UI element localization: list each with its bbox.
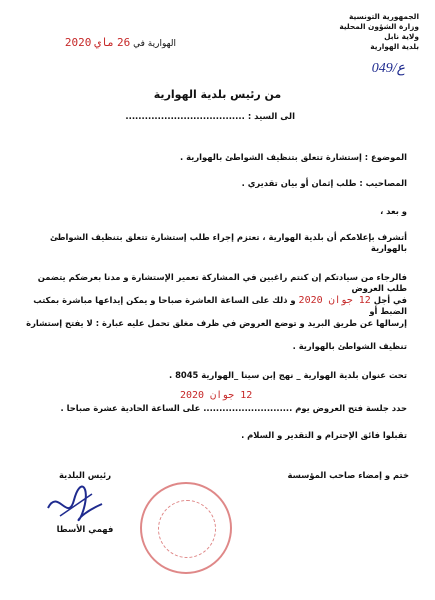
paragraph-2-line-4: تنظيف الشواطئ بالهوارية . bbox=[292, 341, 407, 351]
paragraph-1: أتشرف بإعلامكم أن بلدية الهوارية ، تعتزم إجراء طلب إستشارة تتعلق بتنظيف الشواطئ بالهوارية bbox=[49, 232, 407, 253]
company-signature-label: ختم و إمضاء صاحب المؤسسة bbox=[287, 470, 409, 480]
addressee bbox=[125, 112, 295, 122]
signature-icon bbox=[40, 478, 110, 528]
letterhead-line: ولاية نابل bbox=[384, 32, 419, 41]
date-place: الهوارية في bbox=[133, 39, 176, 49]
official-stamp-icon bbox=[140, 482, 232, 574]
date-line bbox=[26, 36, 176, 49]
letterhead-line: الجمهورية التونسية bbox=[349, 12, 419, 21]
addressee-dots: ..................................... bbox=[125, 112, 245, 122]
letterhead bbox=[279, 12, 419, 52]
opening-date: 12 جوان 2020 bbox=[180, 390, 253, 401]
addressee-label: الى السيد : bbox=[247, 112, 295, 122]
deadline-prefix: في أجل bbox=[373, 295, 407, 305]
attachments: المصاحيب : طلب إثمان أو بيان تقديري . bbox=[241, 178, 407, 188]
opening-session: حدد جلسة فتح العروض يوم ............................ على الساعة الحادية عشرة صباحا . bbox=[60, 403, 407, 413]
date-month: ماي bbox=[94, 36, 115, 49]
mayor-name: فهمي الأسطا bbox=[56, 524, 114, 534]
closing: تقبلوا فائق الإحترام و التقدير و السلام . bbox=[241, 430, 407, 440]
mayor-title: رئيس البلدية bbox=[58, 470, 112, 480]
paragraph-2-line-3: إرسالها عن طريق البريد و توضع العروض في ظرف مغلق تحمل عليه عبارة : لا يفتح إستشارة bbox=[26, 318, 407, 328]
deadline-date: 12 جوان 2020 bbox=[298, 295, 371, 306]
reference-number: ع/049 bbox=[371, 61, 405, 76]
deadline-suffix: و ذلك على الساعة العاشرة صباحا و يمكن إيداعها مباشرة بمكتب الضبط أو bbox=[33, 295, 407, 316]
letterhead-line: وزارة الشؤون المحلية bbox=[339, 22, 419, 31]
subject: الموضوع : إستشارة تتعلق بتنظيف الشواطئ بالهوارية . bbox=[180, 152, 407, 162]
greeting: و بعد ، bbox=[380, 206, 407, 216]
paragraph-2-line-2 bbox=[22, 295, 407, 317]
address: تحت عنوان بلدية الهوارية _ نهج إبن سينا _الهوارية 8045 . bbox=[168, 370, 407, 380]
letter-title: من رئيس بلدية الهوارية bbox=[153, 88, 282, 101]
letterhead-line: بلدية الهوارية bbox=[370, 42, 419, 51]
date-year: 2020 bbox=[64, 36, 92, 49]
date-day: 26 bbox=[116, 36, 131, 49]
paragraph-2-line-1: فالرجاء من سيادتكم إن كنتم راغبين في المشاركة تعمير الإستشارة و مدنا بعرضكم يتضمن طلب العروض bbox=[37, 272, 407, 293]
